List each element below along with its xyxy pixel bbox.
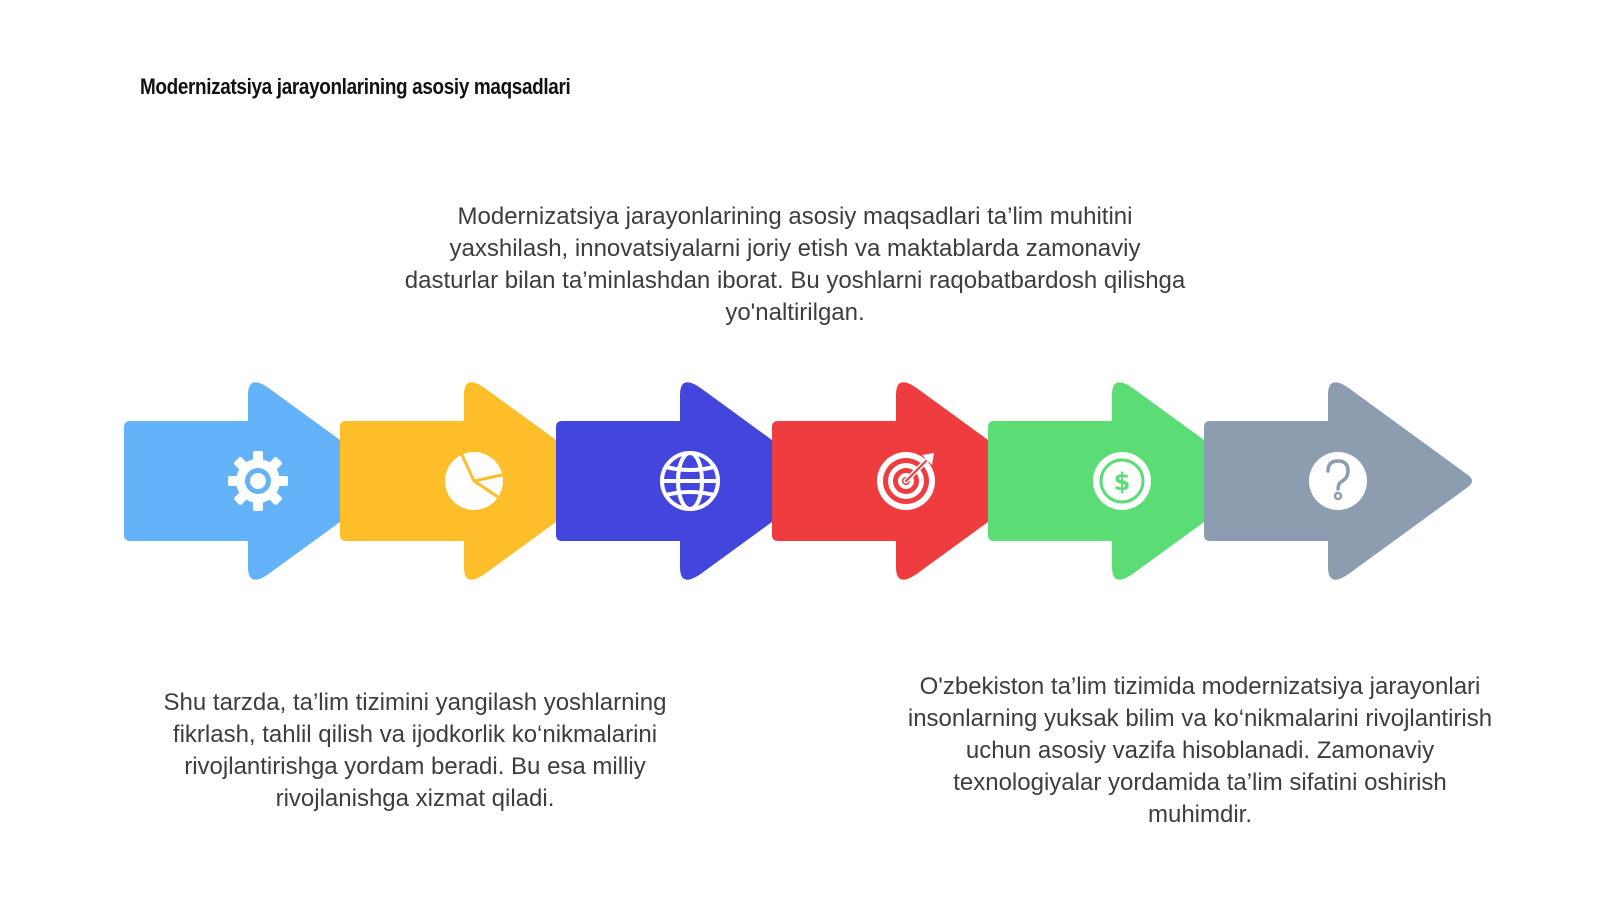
description-bottom-left: Shu tarzda, ta’lim tizimini yangilash yoshlarning fikrlash, tahlil qilish va ijodkorlik ko‘nikmalarini rivojlantirishga yordam beradi. Bu esa milliy rivojlanishga xizmat qiladi. xyxy=(163,689,667,812)
description-bottom-right: O'zbekiston ta’lim tizimida modernizatsiya jarayonlari insonlarning yuksak bilim va ko‘nikmalarini rivojlantirish uchun asosiy vazifa hisoblanadi. Zamonaviy texnologiyalar yordamida ta’lim sifatini oshirish muhimdir. xyxy=(907,673,1493,828)
target-icon xyxy=(877,452,935,510)
dollar-coin-icon xyxy=(1093,452,1151,510)
pie-chart-icon xyxy=(445,452,503,510)
svg-text:$: $ xyxy=(1113,468,1131,496)
gear-icon xyxy=(228,451,288,511)
description-top: Modernizatsiya jarayonlarining asosiy maqsadlari ta’lim muhitini yaxshilash, innovatsiyalarni joriy etish va maktablarda zamonaviy dasturlar bilan ta’minlashdan iborat. Bu yoshlarni raqobatbardosh qilishga yo'naltirilgan. xyxy=(404,203,1186,326)
page-title: Modernizatsiya jarayonlarining asosiy maqsadlari xyxy=(140,74,571,99)
question-icon xyxy=(1309,452,1367,510)
